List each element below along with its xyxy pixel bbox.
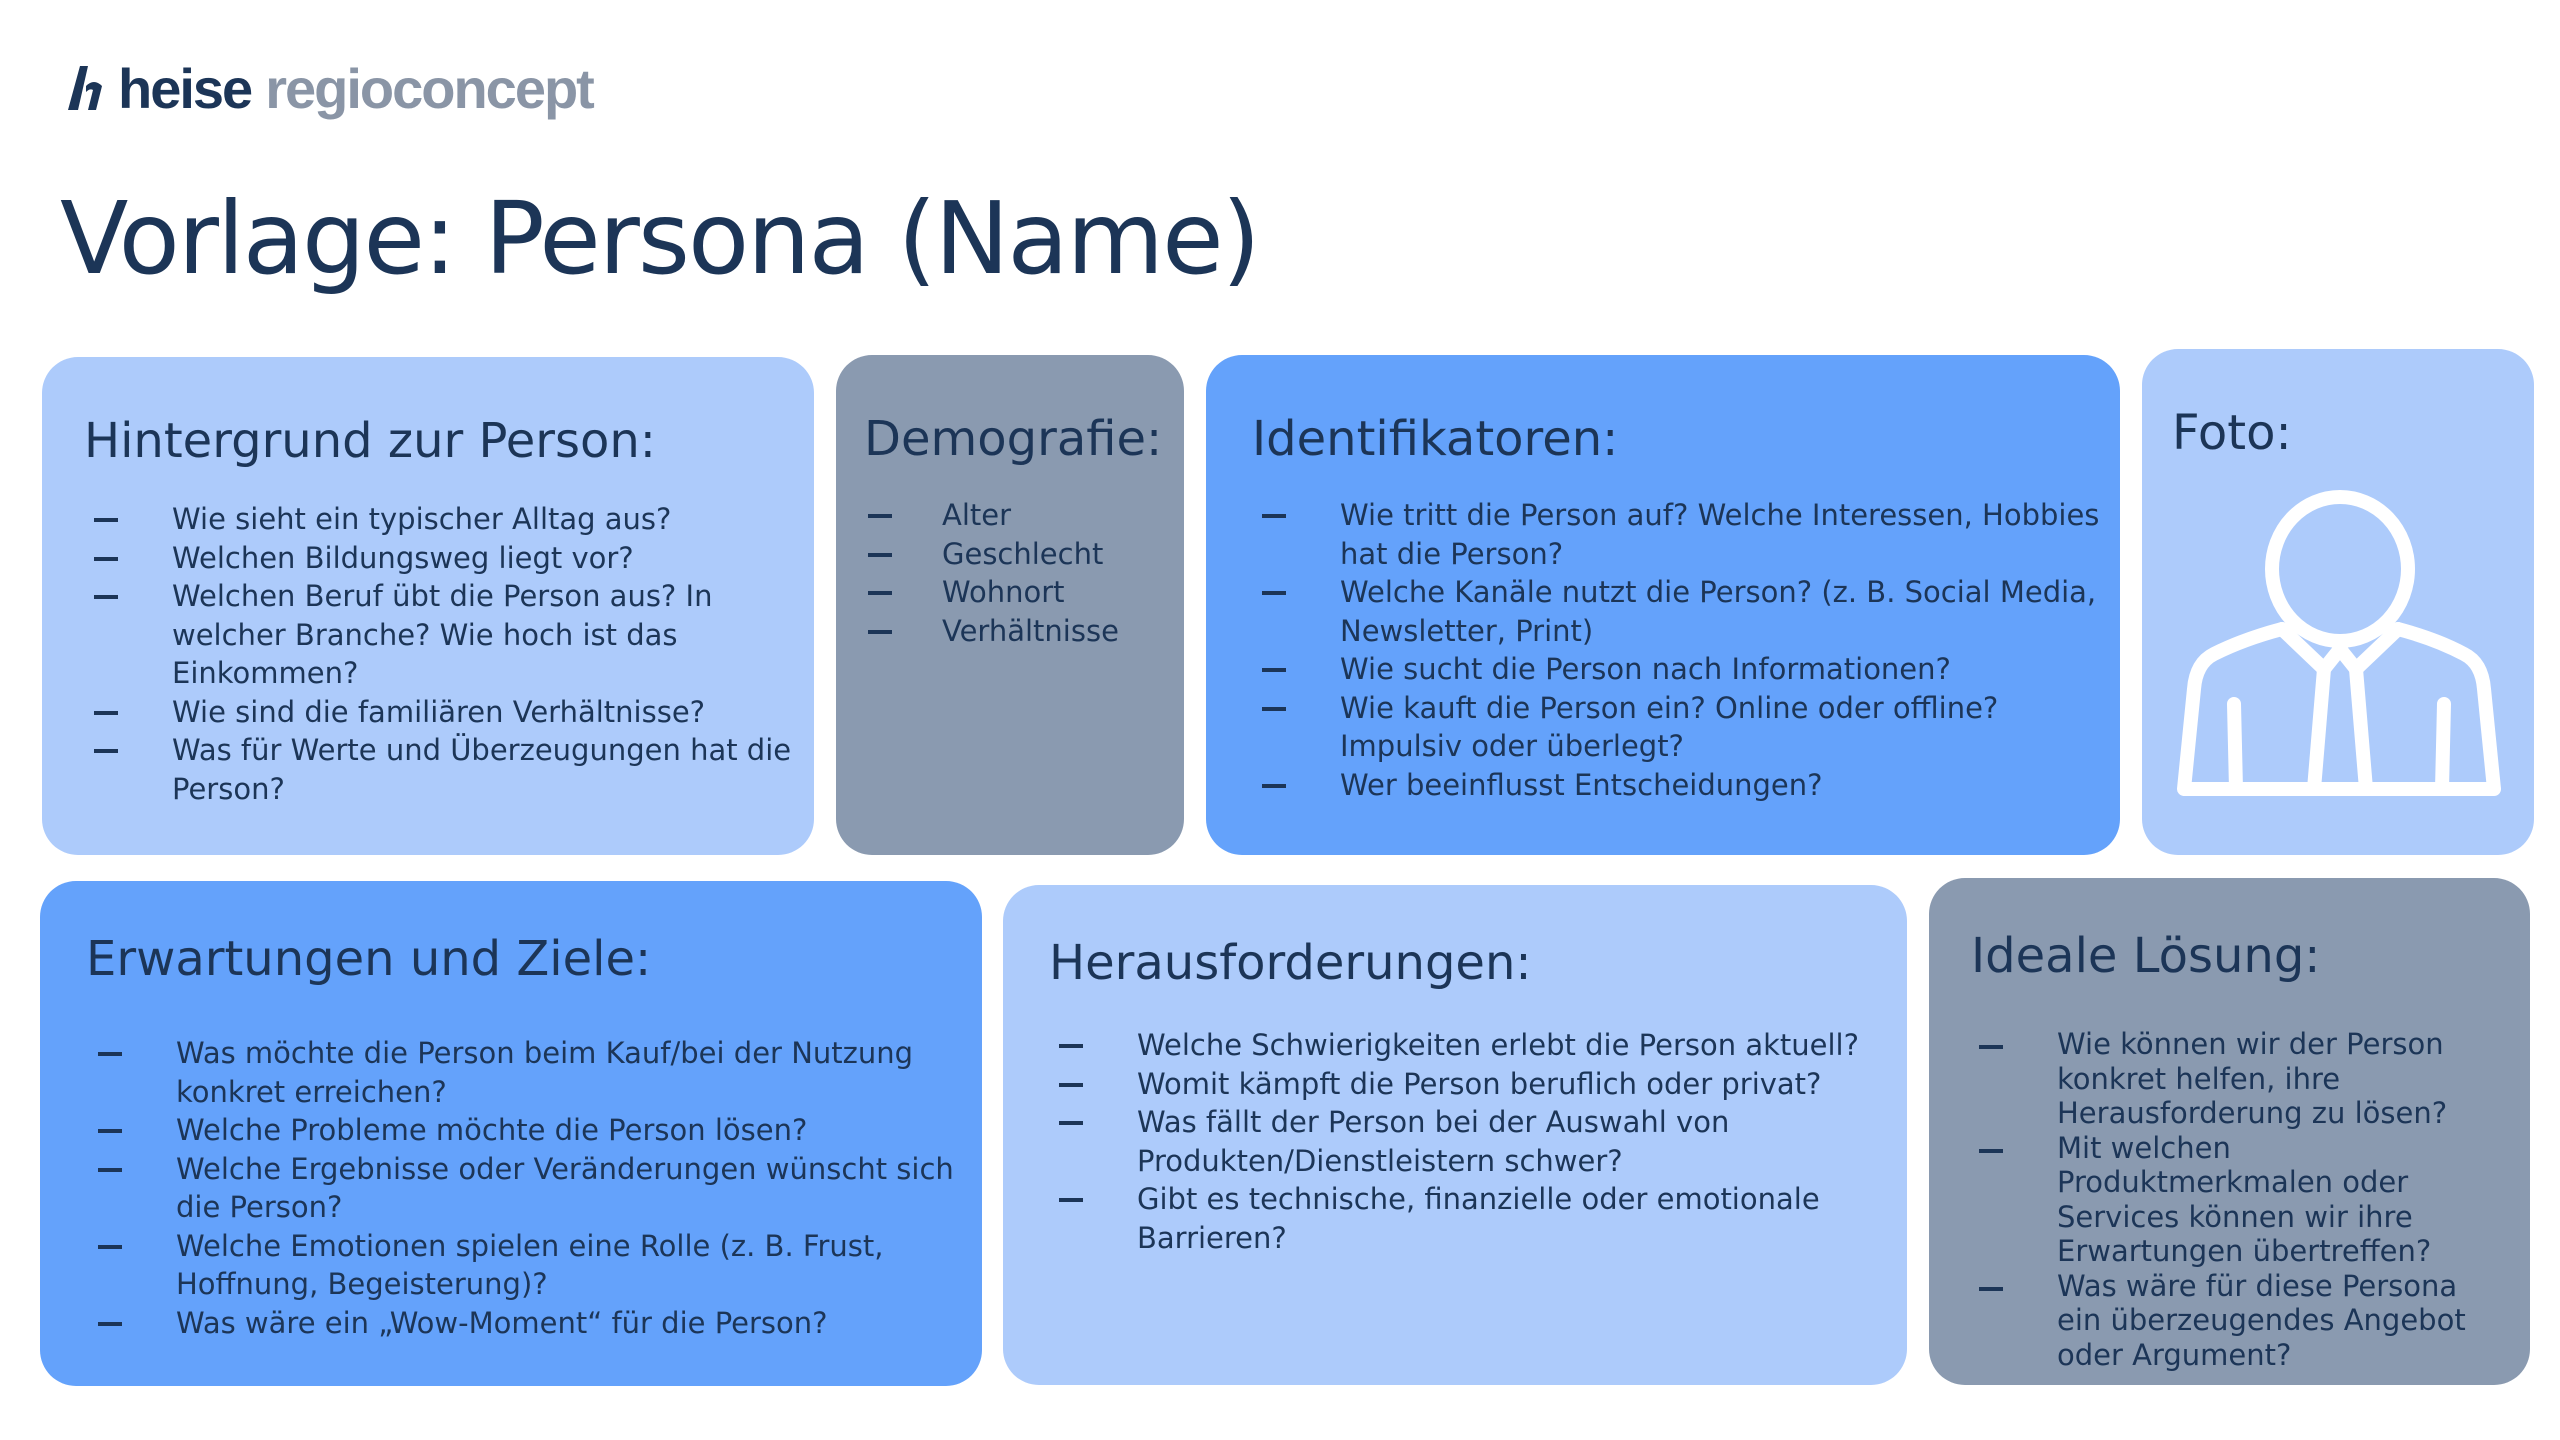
list-item: Wie kauft die Person ein? Online oder offline? Impulsiv oder überlegt? [1340,690,1999,763]
list-item: Welchen Beruf übt die Person aus? In welcher Branche? Wie hoch ist das Einkommen? [172,579,713,690]
list-item: Welche Emotionen spielen eine Rolle (z. B. Frust, Hoffnung, Begeisterung)? [176,1228,884,1301]
list-item: Alter [942,498,1012,532]
brand-logo [66,56,593,120]
list-item: Wohnort [942,575,1065,609]
card-demografie [836,355,1184,855]
card-erwartungen-title: Erwartungen und Ziele: [86,931,652,987]
page-title: Vorlage: Persona (Name) [60,180,1259,297]
card-demografie-list [868,496,1168,650]
list-item: Was möchte die Person beim Kauf/bei der Nutzung konkret erreichen? [176,1036,914,1109]
brand-name-heise: heise [118,56,252,120]
card-hintergrund-list [94,500,794,808]
list-item: Wie tritt die Person auf? Welche Interessen, Hobbies hat die Person? [1340,498,2100,571]
card-erwartungen-list [98,1034,968,1342]
list-item: Welchen Bildungsweg liegt vor? [172,540,634,575]
card-herausforderungen [1003,885,1907,1385]
card-foto-title: Foto: [2172,405,2292,461]
list-item: Was wäre für diese Persona ein überzeugendes Angebot oder Argument? [2057,1268,2466,1372]
list-item: Geschlecht [942,536,1104,571]
card-identifikatoren-title: Identifikatoren: [1252,411,1619,467]
list-item: Welche Kanäle nutzt die Person? (z. B. Social Media, Newsletter, Print) [1340,575,2097,648]
list-item: Wie können wir der Person konkret helfen, ihre Herausforderung zu lösen? [2057,1027,2448,1130]
card-foto [2142,349,2534,855]
heise-logo-icon [66,64,106,112]
card-herausforderungen-title: Herausforderungen: [1049,935,1532,991]
list-item: Welche Probleme möchte die Person lösen? [176,1113,808,1147]
card-ideale-loesung-title: Ideale Lösung: [1971,928,2321,984]
list-item: Wie sucht die Person nach Informationen? [1340,652,1951,686]
card-erwartungen [40,881,982,1386]
list-item: Mit welchen Produktmerkmalen oder Services können wir ihre Erwartungen übertreffen? [2057,1130,2432,1268]
card-herausforderungen-list [1059,1026,1889,1257]
card-ideale-loesung [1929,878,2530,1385]
list-item: Wie sieht ein typischer Alltag aus? [172,502,672,536]
list-item: Welche Schwierigkeiten erlebt die Person aktuell? [1137,1028,1859,1062]
list-item: Welche Ergebnisse oder Veränderungen wünscht sich die Person? [176,1151,954,1224]
card-ideale-loesung-list [1979,1027,2499,1372]
list-item: Was für Werte und Überzeugungen hat die Person? [172,733,792,806]
list-item: Gibt es technische, finanzielle oder emotionale Barrieren? [1137,1182,1820,1255]
card-identifikatoren-list [1262,496,2102,804]
list-item: Wie sind die familiären Verhältnisse? [172,694,706,729]
card-hintergrund [42,357,814,855]
card-identifikatoren [1206,355,2120,855]
person-icon [2174,489,2504,799]
list-item: Verhältnisse [942,613,1119,648]
brand-name-regioconcept: regioconcept [265,56,593,120]
list-item: Was wäre ein „Wow-Moment“ für die Person? [176,1305,828,1340]
list-item: Was fällt der Person bei der Auswahl von Produkten/Dienstleistern schwer? [1137,1105,1730,1178]
list-item: Womit kämpft die Person beruflich oder privat? [1137,1066,1822,1101]
list-item: Wer beeinflusst Entscheidungen? [1340,767,1823,802]
card-hintergrund-title: Hintergrund zur Person: [84,413,656,469]
card-demografie-title: Demografie: [864,411,1163,467]
